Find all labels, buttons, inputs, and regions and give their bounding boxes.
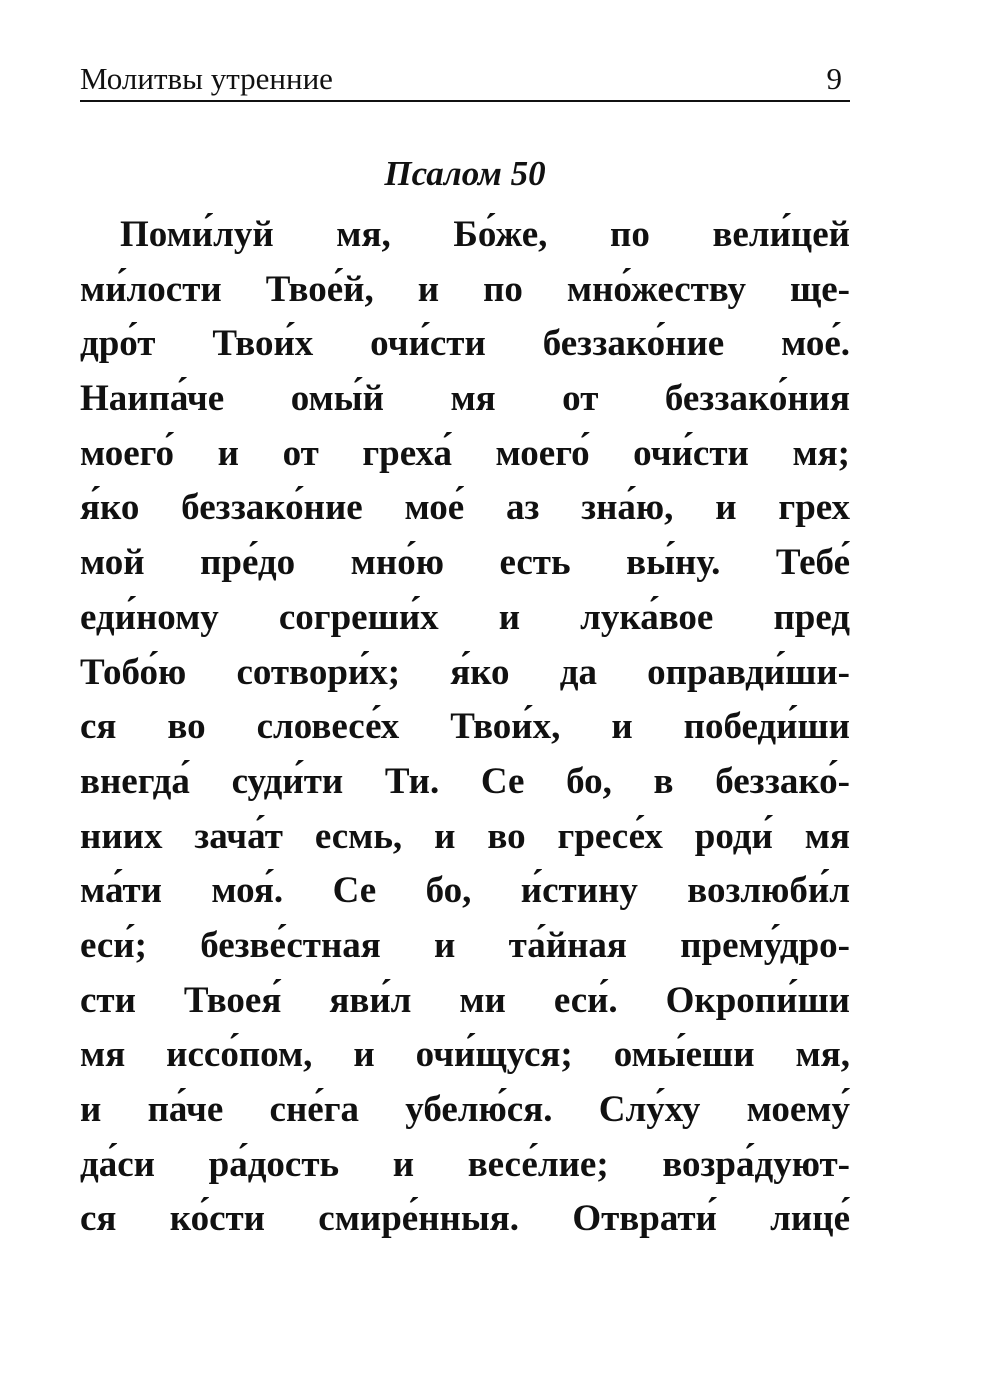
psalm-text: [80, 208, 850, 1247]
text-line: Наипа́че омы́й мя от беззако́ния: [80, 378, 850, 420]
running-head: [80, 58, 850, 100]
text-line: я́ко беззако́ние мое́ аз зна́ю, и грех: [80, 487, 850, 529]
text-line: еди́ному согреши́х и лука́вое пред: [80, 596, 850, 638]
text-line: да́си ра́дость и весе́лие; возра́дуют-: [80, 1143, 850, 1185]
psalm-heading: Псалом 50: [384, 154, 546, 193]
text-line: еси́; безве́стная и та́йная прему́дро-: [80, 924, 850, 966]
text-line: сти Твоея́ яви́л ми еси́. Окропи́ши: [80, 979, 850, 1021]
text-line: ма́ти моя́. Се бо, и́стину возлюби́л: [80, 870, 850, 912]
text-line: ся ко́сти смире́нныя. Отврати́ лице́: [80, 1198, 850, 1240]
text-line: Поми́луй мя, Бо́же, по вели́цей: [120, 214, 850, 255]
page-number: 9: [826, 61, 842, 96]
text-line: ми́лости Твое́й, и по мно́жеству ще-: [80, 268, 850, 310]
text-line: мой пре́до мно́ю есть вы́ну. Тебе́: [80, 542, 850, 584]
text-line: ниих зача́т есмь, и во гресе́х роди́ мя: [80, 815, 850, 857]
running-title: Молитвы утренние: [80, 61, 333, 96]
header-rule: [80, 100, 850, 102]
text-line: мя иссо́пом, и очи́щуся; омы́еши мя,: [80, 1034, 850, 1076]
text-line: ся во словесе́х Твои́х, и победи́ши: [80, 706, 850, 748]
text-line: моего́ и от греха́ моего́ очи́сти мя;: [80, 432, 850, 474]
text-line: дро́т Твои́х очи́сти беззако́ние мое́.: [80, 323, 850, 365]
text-line: и па́че сне́га убелю́ся. Слу́ху моему́: [80, 1089, 850, 1130]
text-line: Тобо́ю сотвори́х; я́ко да оправди́ши-: [80, 651, 850, 693]
text-line: внегда́ суди́ти Ти. Се бо, в беззако́-: [80, 760, 850, 802]
